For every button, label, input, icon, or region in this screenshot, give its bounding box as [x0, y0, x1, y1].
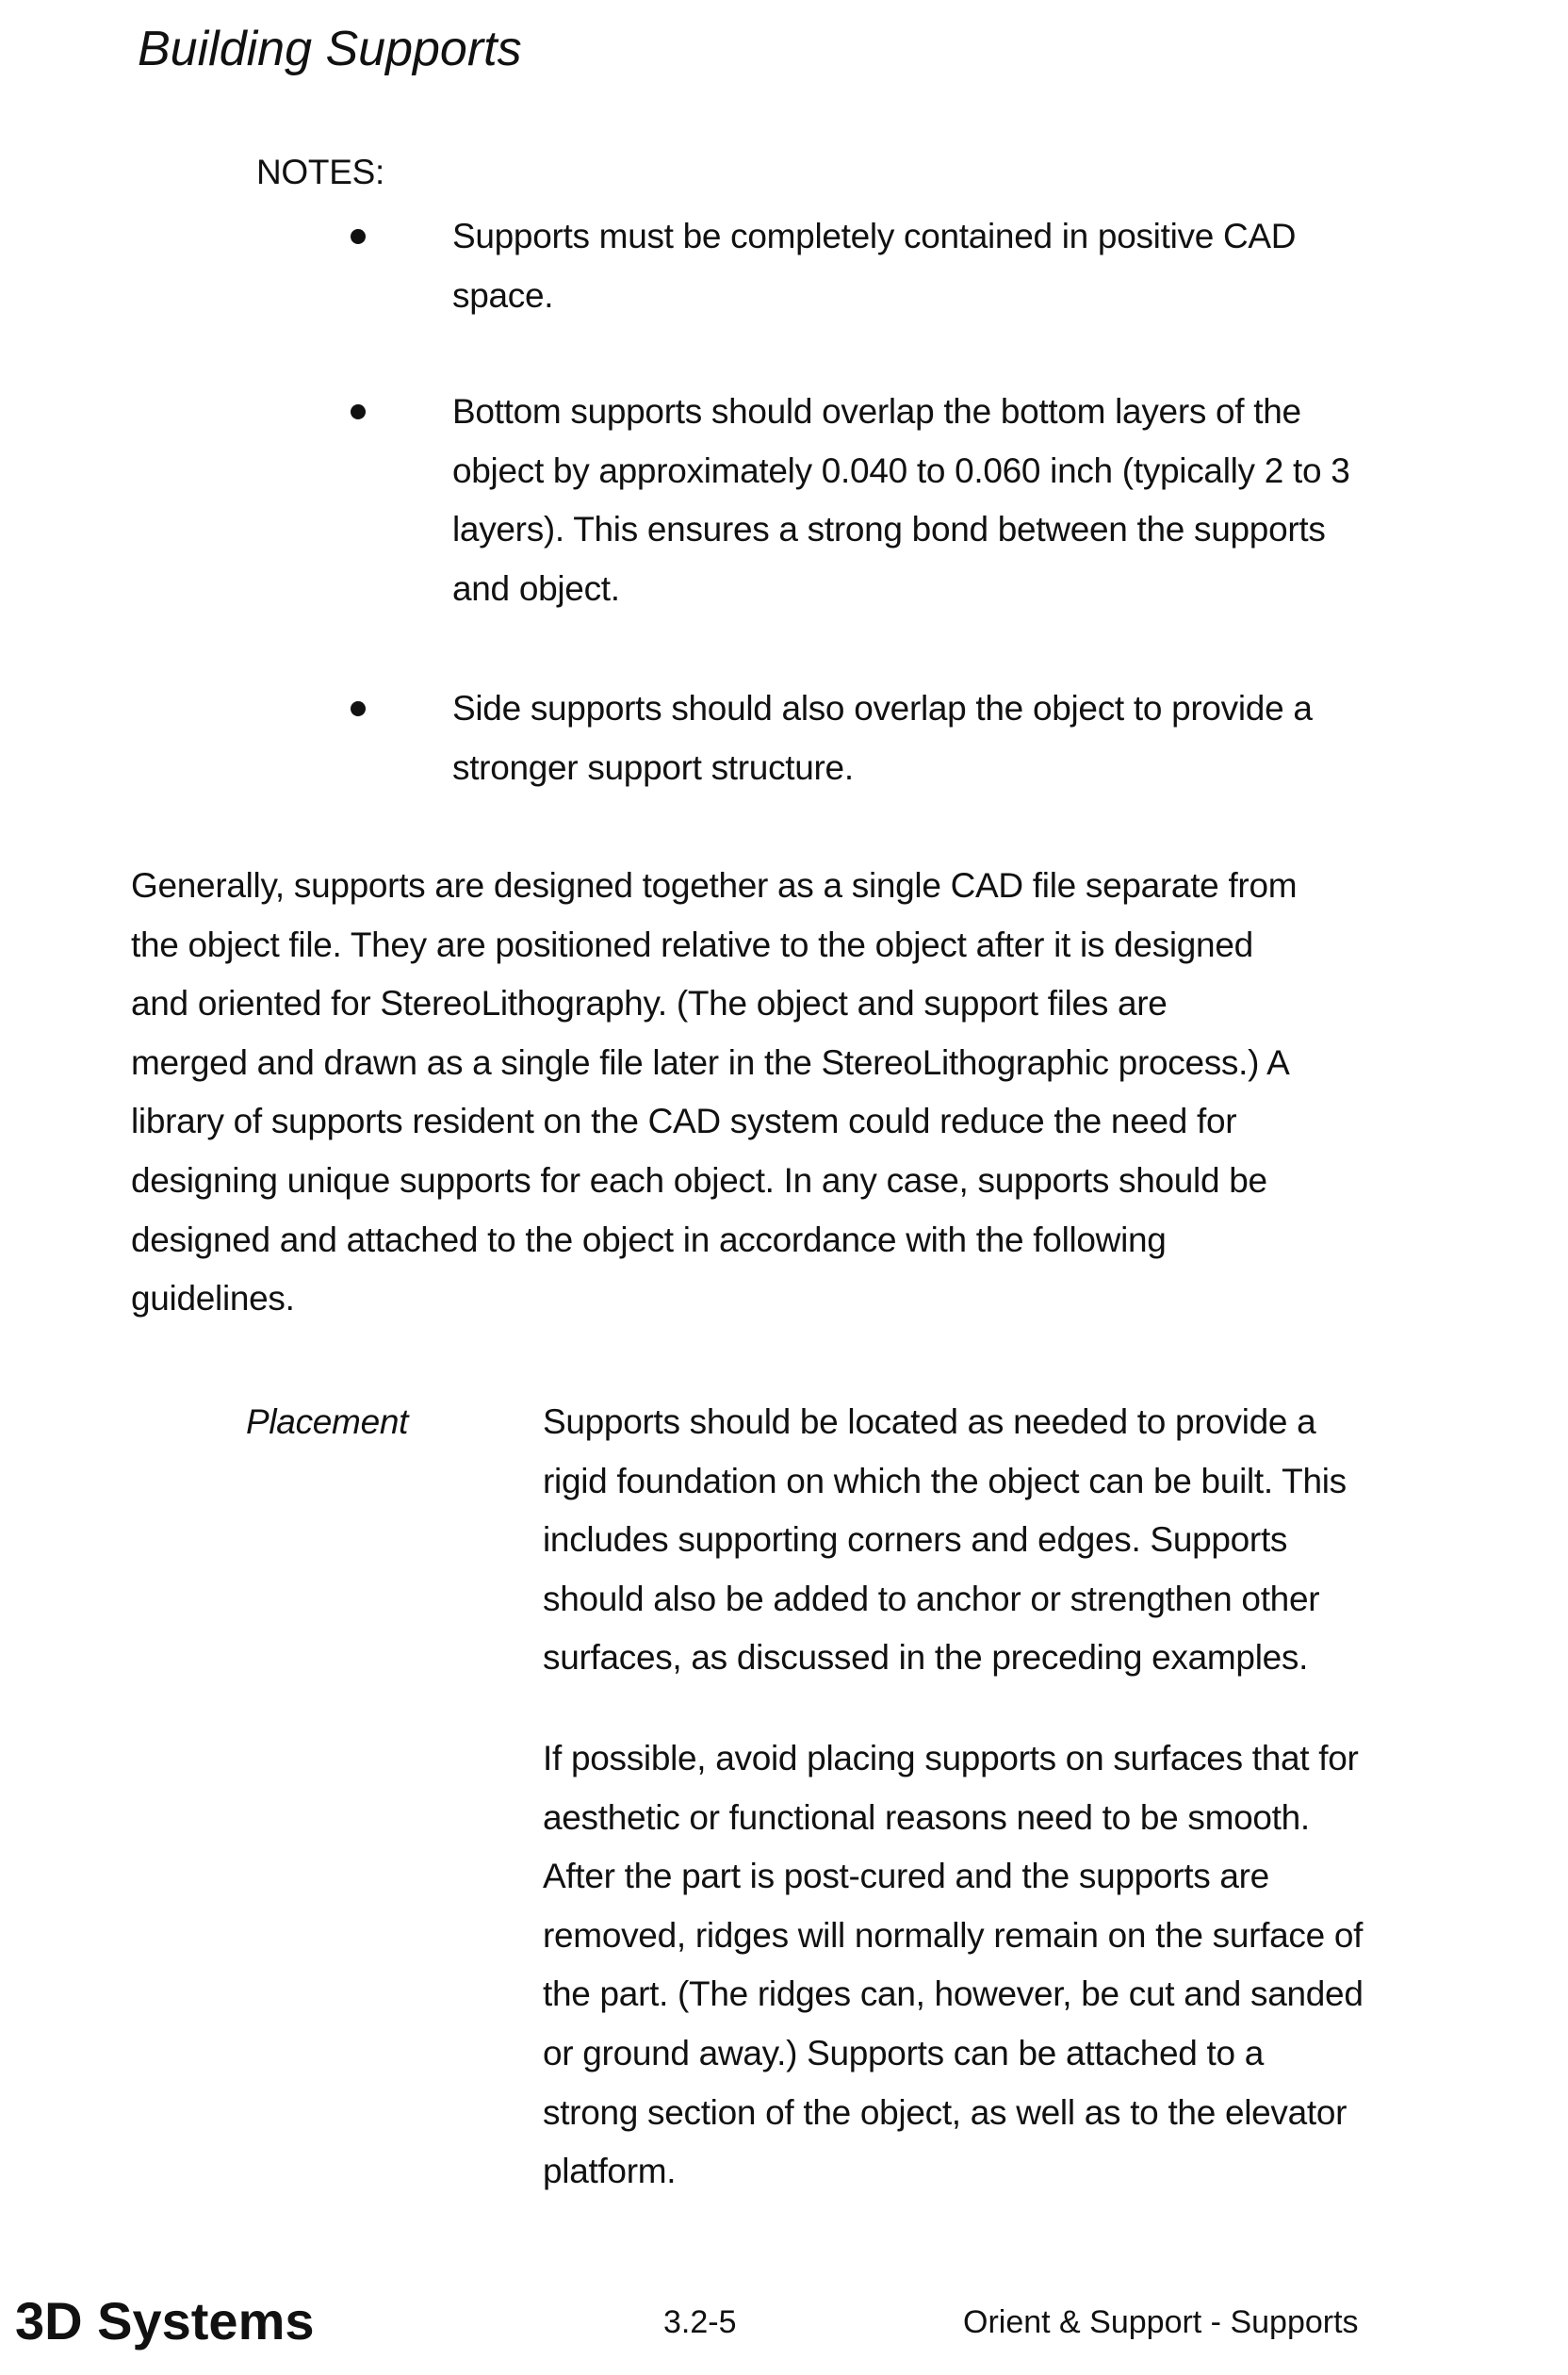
note-line: space. [452, 267, 1296, 326]
note-item [452, 383, 1349, 618]
paragraph-line: or ground away.) Supports can be attached to a [543, 2024, 1364, 2084]
paragraph-line: the part. (The ridges can, however, be cut and sanded [543, 1965, 1364, 2024]
note-line: stronger support structure. [452, 739, 1313, 798]
page-title: Building Supports [138, 19, 522, 79]
paragraph-line: designed and attached to the object in accordance with the following [131, 1211, 1297, 1270]
note-item [452, 207, 1296, 325]
paragraph-line: guidelines. [131, 1269, 1297, 1329]
paragraph-line: removed, ridges will normally remain on the surface of [543, 1907, 1364, 1966]
paragraph-line: strong section of the object, as well as to the elevator [543, 2084, 1364, 2143]
note-line: object by approximately 0.040 to 0.060 inch (typically 2 to 3 [452, 442, 1349, 501]
paragraph-line: merged and drawn as a single file later in the StereoLithographic process.) A [131, 1034, 1297, 1093]
paragraph-line: and oriented for StereoLithography. (The object and support files are [131, 975, 1297, 1034]
footer-section: Orient & Support - Supports [963, 2301, 1359, 2343]
guideline-paragraph-1 [543, 1393, 1347, 1688]
note-line: and object. [452, 560, 1349, 619]
footer-page-number: 3.2-5 [663, 2301, 737, 2343]
paragraph-line: aesthetic or functional reasons need to be smooth. [543, 1789, 1364, 1848]
paragraph-line: includes supporting corners and edges. Supports [543, 1511, 1347, 1570]
footer-brand: 3D Systems [15, 2288, 315, 2354]
paragraph-line: should also be added to anchor or strengthen other [543, 1570, 1347, 1630]
guideline-label: Placement [246, 1393, 408, 1452]
paragraph-line: Generally, supports are designed together as a single CAD file separate from [131, 857, 1297, 916]
paragraph-line: If possible, avoid placing supports on surfaces that for [543, 1729, 1364, 1789]
notes-label: NOTES: [256, 143, 384, 203]
paragraph-line: the object file. They are positioned relative to the object after it is designed [131, 916, 1297, 975]
paragraph-line: After the part is post-cured and the supports are [543, 1847, 1364, 1907]
note-line: Bottom supports should overlap the bottom layers of the [452, 383, 1349, 442]
paragraph-line: Supports should be located as needed to provide a [543, 1393, 1347, 1452]
bullet-icon [351, 404, 366, 419]
bullet-icon [351, 701, 366, 716]
note-line: Side supports should also overlap the object to provide a [452, 680, 1313, 739]
bullet-icon [351, 229, 366, 244]
paragraph-line: platform. [543, 2142, 1364, 2202]
note-item [452, 680, 1313, 797]
guideline-paragraph-2 [543, 1729, 1364, 2202]
note-line: Supports must be completely contained in positive CAD [452, 207, 1296, 267]
note-line: layers). This ensures a strong bond between the supports [452, 500, 1349, 560]
paragraph-line: designing unique supports for each object. In any case, supports should be [131, 1152, 1297, 1211]
paragraph-line: surfaces, as discussed in the preceding examples. [543, 1629, 1347, 1688]
paragraph-line: library of supports resident on the CAD system could reduce the need for [131, 1092, 1297, 1152]
intro-paragraph [131, 857, 1297, 1329]
paragraph-line: rigid foundation on which the object can be built. This [543, 1452, 1347, 1512]
